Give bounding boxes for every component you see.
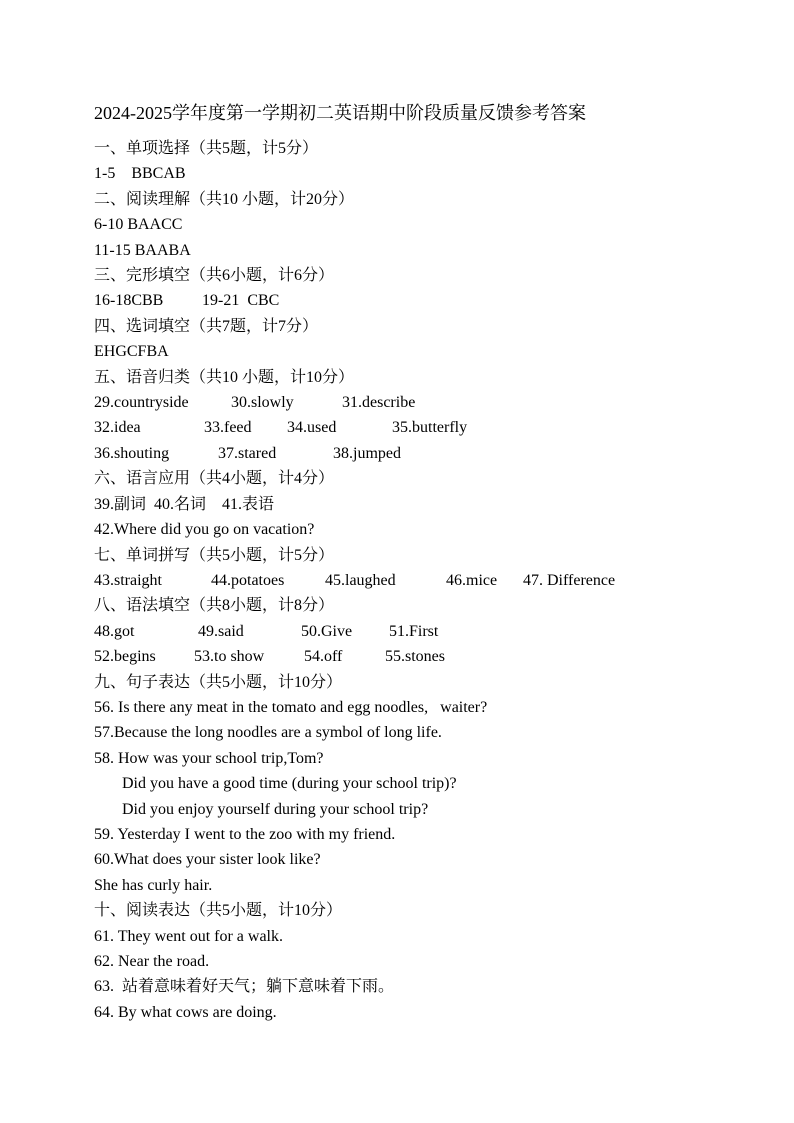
section-2-answers-a: 6-10 BAACC xyxy=(94,216,183,234)
answer-item: 44.potatoes xyxy=(211,571,285,589)
answer-item: 33.feed xyxy=(204,419,252,437)
answer-sheet xyxy=(94,100,734,1025)
section-7-header: 七、单词拼写（共5小题，计5分） xyxy=(94,546,335,564)
section-1-answers: 1-5 BBCAB xyxy=(94,165,186,183)
answer-item: 36.shouting xyxy=(94,444,170,462)
section-6-answers-b: 42.Where did you go on vacation? xyxy=(94,521,315,539)
section-3-answers xyxy=(94,288,734,313)
section-5-row-1 xyxy=(94,390,734,415)
answer-58: 58. How was your school trip,Tom? xyxy=(94,749,324,767)
answer-item: 50.Give xyxy=(301,622,353,640)
answer-60: 60.What does your sister look like? xyxy=(94,851,321,869)
answer-item: 43.straight xyxy=(94,571,162,589)
answer-57: 57.Because the long noodles are a symbol of long life. xyxy=(94,724,442,742)
answer-item: 48.got xyxy=(94,622,135,640)
answer-item: 53.to show xyxy=(194,648,265,666)
section-6-header: 六、语言应用（共4小题，计4分） xyxy=(94,470,335,488)
answer-64: 64. By what cows are doing. xyxy=(94,1003,277,1021)
answer-62: 62. Near the road. xyxy=(94,953,210,970)
section-3-header: 三、完形填空（共6小题，计6分） xyxy=(94,267,335,285)
answer-item: 46.mice xyxy=(446,571,498,589)
answer-59: 59. Yesterday I went to the zoo with my friend. xyxy=(94,825,396,843)
answer-item: 35.butterfly xyxy=(392,419,468,437)
section-5-row-2 xyxy=(94,415,734,440)
answer-item: 32.idea xyxy=(94,419,141,437)
answer-item: 47. Difference xyxy=(523,571,616,589)
document-title: 2024-2025学年度第一学期初二英语期中阶段质量反馈参考答案 xyxy=(94,103,586,123)
answer-item: 31.describe xyxy=(342,394,416,412)
section-10-header: 十、阅读表达（共5小题，计10分） xyxy=(94,902,343,920)
section-2-answers-b: 11-15 BAABA xyxy=(94,241,191,259)
answer-58-alt-2: Did you enjoy yourself during your school trip? xyxy=(122,800,429,818)
answer-60-reply: She has curly hair. xyxy=(94,876,213,894)
section-8-row-2 xyxy=(94,644,734,669)
section-8-row-1 xyxy=(94,619,734,644)
answer-item: 52.begins xyxy=(94,648,156,666)
section-8-header: 八、语法填空（共8小题，计8分） xyxy=(94,597,335,615)
answer-item: 54.off xyxy=(304,648,343,666)
answer-item: 38.jumped xyxy=(333,444,401,462)
answer-item: 49.said xyxy=(198,622,244,640)
section-6-answers-a: 39.副词 40.名词 41.表语 xyxy=(94,495,275,513)
answer-item: 37.stared xyxy=(218,444,277,462)
section-2-header: 二、阅读理解（共10 小题，计20分） xyxy=(94,190,355,208)
answer-16-18: 16-18CBB xyxy=(94,292,164,310)
answer-item: 55.stones xyxy=(385,648,445,666)
answer-item: 51.First xyxy=(389,622,439,640)
section-5-header: 五、语音归类（共10 小题，计10分） xyxy=(94,368,355,386)
answer-58-alt-1: Did you have a good time (during your school trip)? xyxy=(122,775,457,793)
section-4-answers: EHGCFBA xyxy=(94,343,169,361)
section-4-header: 四、选词填空（共7题，计7分） xyxy=(94,317,319,335)
section-9-header: 九、句子表达（共5小题，计10分） xyxy=(94,673,343,691)
answer-item: 34.used xyxy=(287,419,337,437)
answer-item: 45.laughed xyxy=(325,571,396,589)
section-7-answers xyxy=(94,568,734,593)
answer-19-21: 19-21 CBC xyxy=(202,292,280,310)
answer-56: 56. Is there any meat in the tomato and egg noodles, waiter? xyxy=(94,698,488,716)
answer-item: 30.slowly xyxy=(231,394,294,412)
answer-63: 63. 站着意味着好天气；躺下意味着下雨。 xyxy=(94,978,395,996)
answer-item: 29.countryside xyxy=(94,394,189,412)
section-1-header: 一、单项选择（共5题，计5分） xyxy=(94,140,319,157)
section-5-row-3 xyxy=(94,441,734,466)
answer-61: 61. They went out for a walk. xyxy=(94,927,283,945)
